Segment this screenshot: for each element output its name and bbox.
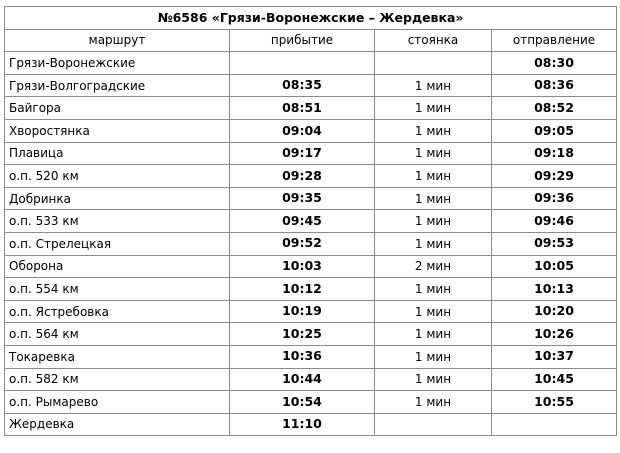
stop-duration [375, 52, 492, 75]
stop-duration: 1 мин [375, 323, 492, 346]
arrival-time: 08:35 [230, 74, 375, 97]
arrival-time: 10:54 [230, 391, 375, 414]
departure-time: 09:46 [492, 210, 617, 233]
departure-time [492, 413, 617, 436]
header-row [5, 29, 617, 52]
station-name: Добринка [5, 187, 230, 210]
arrival-time: 10:25 [230, 323, 375, 346]
departure-time: 09:53 [492, 232, 617, 255]
table-row [5, 323, 617, 346]
departure-time: 08:52 [492, 97, 617, 120]
table-row [5, 300, 617, 323]
stop-duration: 1 мин [375, 187, 492, 210]
arrival-time: 09:04 [230, 119, 375, 142]
station-name: о.п. Стрелецкая [5, 232, 230, 255]
title-row [5, 7, 617, 30]
stop-duration: 1 мин [375, 210, 492, 233]
table-row [5, 74, 617, 97]
station-name: о.п. 520 км [5, 165, 230, 188]
table-row [5, 278, 617, 301]
table-row [5, 119, 617, 142]
departure-time: 10:55 [492, 391, 617, 414]
table-row [5, 187, 617, 210]
table-row [5, 52, 617, 75]
station-name: о.п. 564 км [5, 323, 230, 346]
stop-duration: 2 мин [375, 255, 492, 278]
station-name: Плавица [5, 142, 230, 165]
stop-duration: 1 мин [375, 165, 492, 188]
arrival-time [230, 52, 375, 75]
stop-duration: 1 мин [375, 74, 492, 97]
stop-duration: 1 мин [375, 278, 492, 301]
departure-time: 09:18 [492, 142, 617, 165]
arrival-time: 09:52 [230, 232, 375, 255]
departure-time: 10:45 [492, 368, 617, 391]
station-name: Хворостянка [5, 119, 230, 142]
departure-time: 10:37 [492, 345, 617, 368]
departure-time: 09:29 [492, 165, 617, 188]
departure-time: 10:13 [492, 278, 617, 301]
departure-time: 08:36 [492, 74, 617, 97]
station-name: Оборона [5, 255, 230, 278]
station-name: Байгора [5, 97, 230, 120]
arrival-time: 10:03 [230, 255, 375, 278]
arrival-time: 10:44 [230, 368, 375, 391]
station-name: Грязи-Волгоградские [5, 74, 230, 97]
stop-duration: 1 мин [375, 345, 492, 368]
arrival-time: 09:28 [230, 165, 375, 188]
stop-duration: 1 мин [375, 232, 492, 255]
arrival-time: 08:51 [230, 97, 375, 120]
arrival-time: 09:45 [230, 210, 375, 233]
arrival-time: 09:17 [230, 142, 375, 165]
arrival-time: 10:19 [230, 300, 375, 323]
table-row [5, 210, 617, 233]
table-row [5, 142, 617, 165]
departure-time: 10:20 [492, 300, 617, 323]
column-header-route: маршрут [5, 29, 230, 52]
stop-duration: 1 мин [375, 300, 492, 323]
table-row [5, 232, 617, 255]
departure-time: 09:05 [492, 119, 617, 142]
arrival-time: 11:10 [230, 413, 375, 436]
station-name: о.п. Рымарево [5, 391, 230, 414]
station-name: о.п. 582 км [5, 368, 230, 391]
station-name: Токаревка [5, 345, 230, 368]
train-title: №6586 «Грязи-Воронежские – Жердевка» [5, 7, 617, 30]
table-row [5, 165, 617, 188]
stop-duration: 1 мин [375, 142, 492, 165]
table-row [5, 255, 617, 278]
arrival-time: 10:12 [230, 278, 375, 301]
column-header-stop: стоянка [375, 29, 492, 52]
station-name: Грязи-Воронежские [5, 52, 230, 75]
table-row [5, 368, 617, 391]
departure-time: 09:36 [492, 187, 617, 210]
column-header-departure: отправление [492, 29, 617, 52]
table-row [5, 413, 617, 436]
stop-duration [375, 413, 492, 436]
arrival-time: 09:35 [230, 187, 375, 210]
station-name: Жердевка [5, 413, 230, 436]
stop-duration: 1 мин [375, 119, 492, 142]
stop-duration: 1 мин [375, 391, 492, 414]
stop-duration: 1 мин [375, 368, 492, 391]
table-row [5, 97, 617, 120]
departure-time: 10:05 [492, 255, 617, 278]
arrival-time: 10:36 [230, 345, 375, 368]
column-header-arrival: прибытие [230, 29, 375, 52]
table-row [5, 345, 617, 368]
departure-time: 08:30 [492, 52, 617, 75]
station-name: о.п. Ястребовка [5, 300, 230, 323]
schedule-table [4, 6, 617, 436]
station-name: о.п. 533 км [5, 210, 230, 233]
table-row [5, 391, 617, 414]
stop-duration: 1 мин [375, 97, 492, 120]
station-name: о.п. 554 км [5, 278, 230, 301]
departure-time: 10:26 [492, 323, 617, 346]
